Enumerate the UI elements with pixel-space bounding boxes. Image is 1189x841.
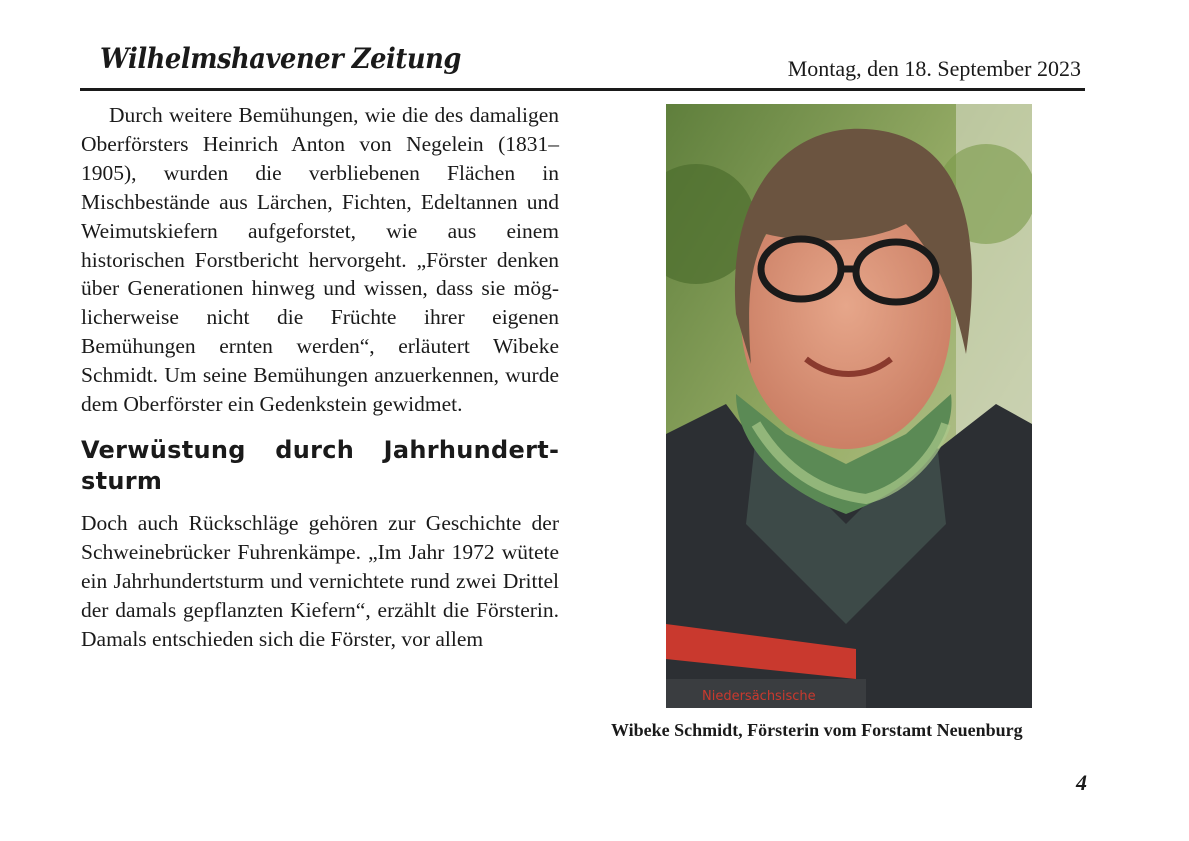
page-number: 4 [1076, 770, 1087, 795]
photo-caption: Wibeke Schmidt, Försterin vom Forstamt Neuenburg [611, 720, 1023, 740]
article-paragraph: Doch auch Rückschläge gehören zur Geschichte der Schweinebrücker Fuhrenkämpe. „Im Jahr 1972 wütete ein Jahrhundertsturm und vernichtete rund zwei Drittel der damals gepflanzten Kiefern“, erzählt die Försterin. Damals entschieden sich die Förster, vor allem [81, 510, 559, 651]
article-paragraph: Durch weitere Bemühungen, wie die des damaligen Oberförsters Heinrich Anton von Negelein (1831–1905), wurden die verbliebenen Flächen in Mischbestände aus Lärchen, Fichten, Edeltannen und Weimutskiefern aufgeforstet, wie aus einem historischen Forstbericht hervorgeht. „Förster denken über Generationen hinweg und wissen, dass sie möglicherweise nicht die Früchte ihrer eigenen Bemühungen ernten werden“, erläutert Wibeke Schmidt. Um seine Bemühungen anzuerkennen, wurde dem Oberförster ein Gedenkstein gewidmet. [81, 103, 559, 417]
article-subheading: Verwüstung durch Jahrhundertsturm [81, 435, 559, 495]
portrait-photo [666, 104, 1032, 708]
jacket-print-text: Niedersächsische [702, 689, 816, 704]
article-column [81, 101, 559, 654]
masthead-logo: Wilhelmshavener Zeitung [100, 42, 461, 75]
header-rule [80, 88, 1085, 91]
issue-date: Montag, den 18. September 2023 [787, 56, 1081, 81]
